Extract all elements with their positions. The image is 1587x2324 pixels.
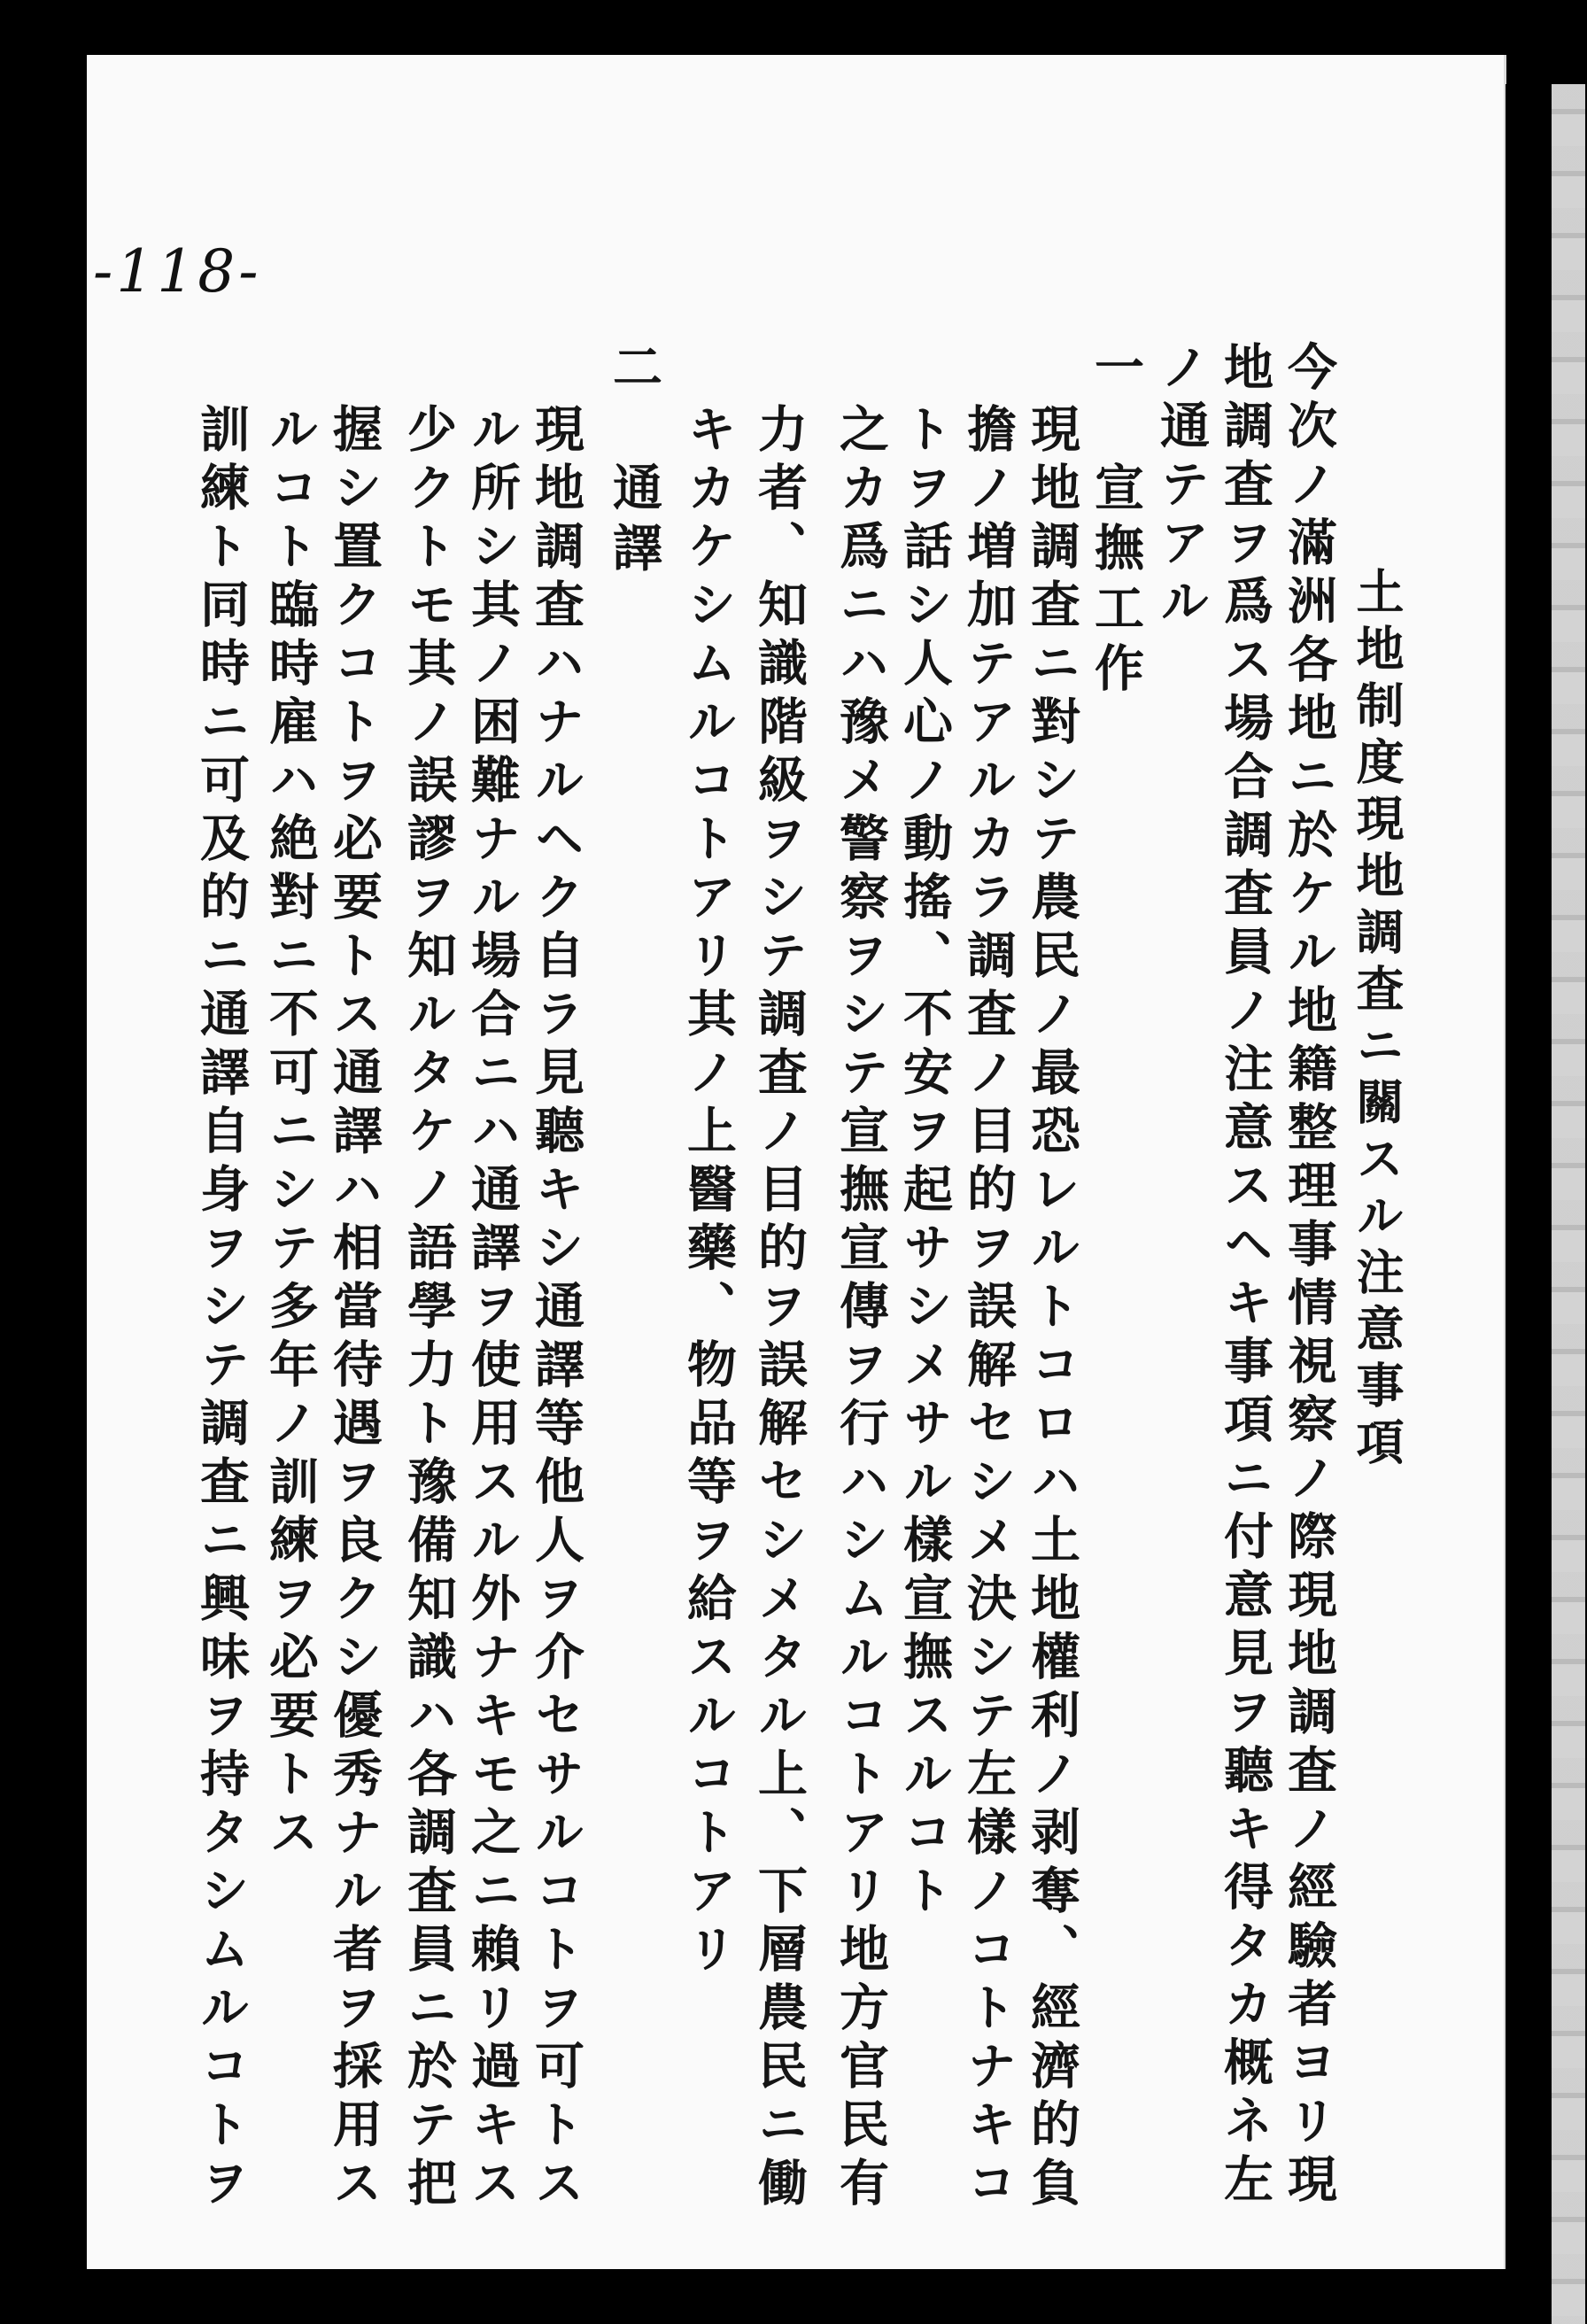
text-line-5: 現地調査ニ對シテ農民ノ最恐レルトコロハ土地權利ノ剥奪、經濟的負 [1023,403,1081,2215]
text-line-8: 之カ爲ニハ豫メ警察ヲシテ宣撫宣傳ヲ行ハシムルコトアリ地方官民有 [832,403,890,2215]
page-number: -118- [93,237,262,306]
text-line-10: キカケシムルコトアリ其ノ上醫藥、物品等ヲ給スルコトアリ [679,403,738,1981]
text-line-2: 地調査ヲ爲ス場合調査員ノ注意スヘキ事項ニ付意見ヲ聽キ得タカ概ネ左 [1216,341,1274,2212]
text-line-16: ルコト臨時雇ハ絶對ニ不可ニシテ多年ノ訓練ヲ必要トス [261,403,320,1864]
section-heading-1: 一 宣撫工作 [1087,341,1145,702]
text-line-14: 少クトモ其ノ誤謬ヲ知ルタケノ語學力ト豫備知識ハ各調査員ニ於テ把 [399,403,458,2215]
text-line-13: ル所シ其ノ困難ナル場合ニハ通譯ヲ使用スル外ナキモ之ニ賴リ過キス [463,403,522,2215]
text-line-9: 力者、知識階級ヲシテ調査ノ目的ヲ誤解セシメタル上、下層農民ニ働 [750,403,809,2215]
section-heading-2: 二 通譯 [605,341,663,582]
text-line-7: トヲ話シ人心ノ動搖、不安ヲ起サシメサル樣宣撫スルコト [895,403,954,1923]
text-line-6: 擔ノ増加テアルカラ調査ノ目的ヲ誤解セシメ決シテ左樣ノコトナキコ [959,403,1018,2215]
text-line-17: 訓練ト同時ニ可及的ニ通譯自身ヲシテ調査ニ興味ヲ持タシムルコトヲ [192,403,251,2215]
text-line-15: 握シ置クコトヲ必要トス通譯ハ相當待遇ヲ良クシ優秀ナル者ヲ採用ス [325,403,383,2215]
document-title: 土地制度現地調査ニ關スル注意事項 [1349,567,1405,1474]
adjacent-page-edge [1506,84,1587,2324]
text-line-1: 今次ノ滿洲各地ニ於ケル地籍整理事情視察ノ際現地調査ノ經驗者ヨリ現 [1280,341,1338,2212]
text-line-3: ノ通テアル [1152,341,1211,633]
text-line-12: 現地調査ハナルヘク自ラ見聽キシ通譯等他人ヲ介セサルコトヲ可トス [527,403,585,2215]
